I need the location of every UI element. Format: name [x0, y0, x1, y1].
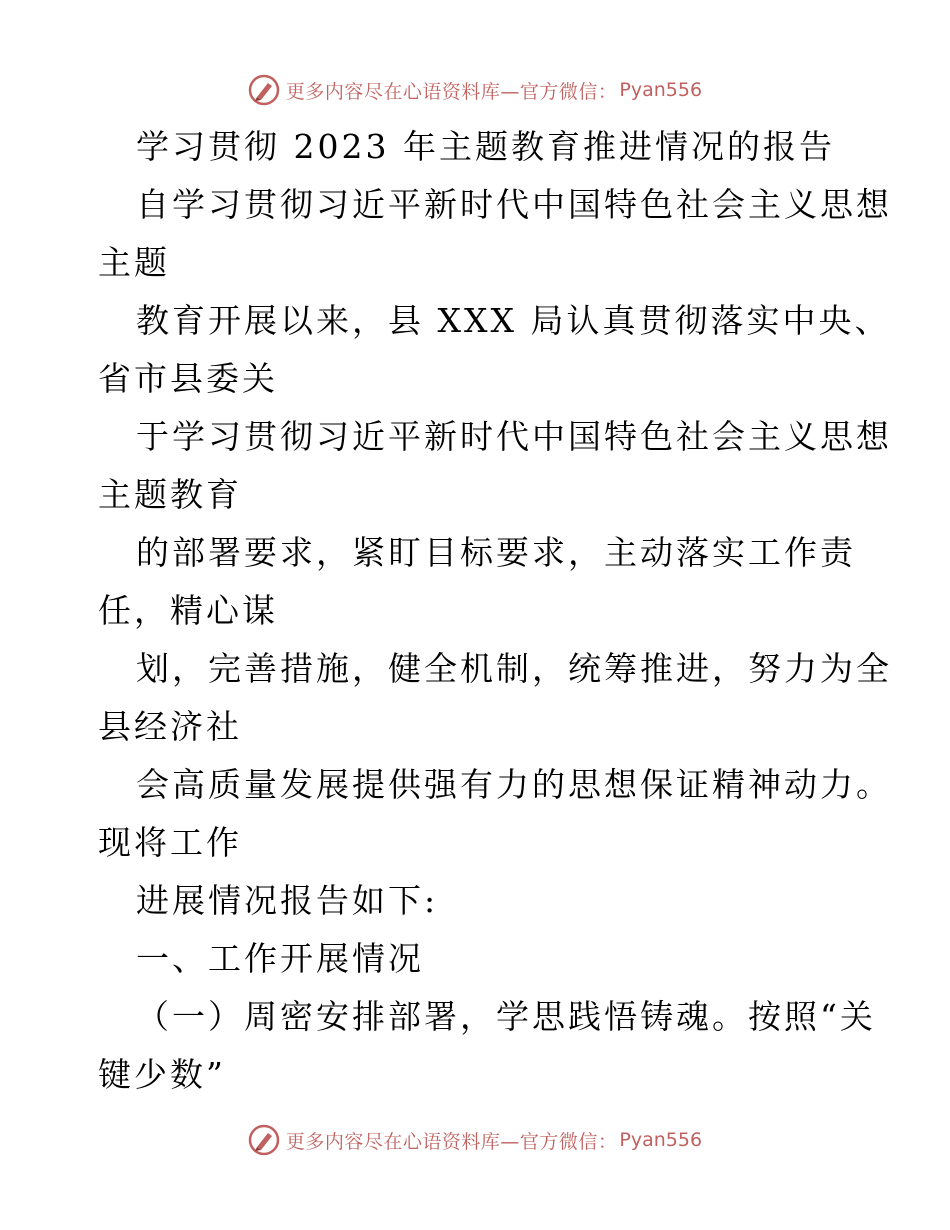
- paragraph-line: 的部署要求，紧盯目标要求，主动落实工作责: [136, 533, 856, 572]
- paragraph-line: 教育开展以来，县 XXX 局认真贯彻落实中央、: [136, 301, 891, 340]
- footer-watermark: [0, 1120, 950, 1160]
- document-body: [98, 118, 892, 1104]
- pen-logo-icon: [248, 74, 280, 106]
- paragraph-line: 划，完善措施，健全机制，统筹推进，努力为全: [136, 649, 892, 688]
- paragraph-line: 于学习贯彻习近平新时代中国特色社会主义思想: [136, 417, 892, 456]
- paragraph-line: 省市县委关: [98, 359, 278, 398]
- section-heading: 一、工作开展情况: [136, 939, 424, 978]
- watermark-text: 更多内容尽在心语资料库—官方微信：: [285, 1130, 618, 1153]
- paragraph-line: 县经济社: [98, 707, 242, 746]
- watermark-account: Pyan556: [619, 79, 703, 101]
- paragraph-line: 键少数”: [98, 1055, 226, 1094]
- paragraph-line: 进展情况报告如下:: [136, 881, 439, 920]
- pen-logo-icon: [248, 1124, 280, 1156]
- watermark-account: Pyan556: [619, 1129, 703, 1151]
- paragraph-line: 任，精心谋: [98, 591, 278, 630]
- paragraph-line: 主题: [98, 243, 170, 282]
- header-watermark: [0, 70, 950, 110]
- paragraph-line: 会高质量发展提供强有力的思想保证精神动力。: [136, 765, 892, 804]
- watermark-text: 更多内容尽在心语资料库—官方微信：: [285, 80, 618, 103]
- paragraph-line: 自学习贯彻习近平新时代中国特色社会主义思想: [136, 185, 892, 224]
- subsection-heading: （一）周密安排部署，学思践悟铸魂。按照“关: [136, 997, 876, 1036]
- paragraph-line: 主题教育: [98, 475, 242, 514]
- paragraph-line: 现将工作: [98, 823, 242, 862]
- document-title: 学习贯彻 2023 年主题教育推进情况的报告: [136, 127, 835, 166]
